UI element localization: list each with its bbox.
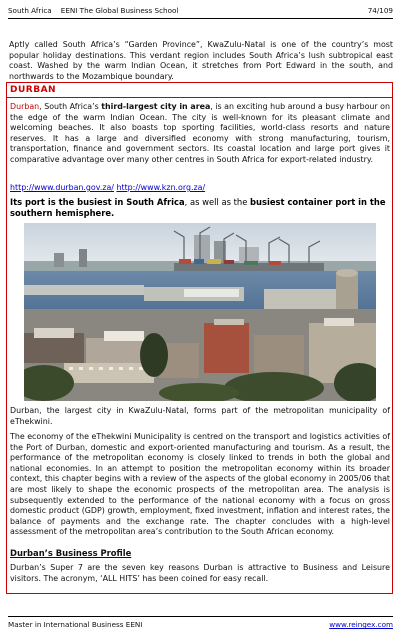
port-statement	[10, 197, 390, 219]
business-profile-heading: Durban’s Business Profile	[10, 548, 132, 558]
p1-text-a: , South Africa’s	[39, 102, 102, 111]
section-title: DURBAN	[10, 85, 57, 95]
p1-bold: third-largest city in area	[101, 102, 211, 111]
port-text-c: busiest container port in the southern hemisphere.	[10, 197, 386, 218]
footer-link[interactable]: www.reingex.com	[329, 620, 393, 629]
durban-gov-link[interactable]: http://www.durban.gov.za/	[10, 183, 114, 192]
durban-lead: Durban	[10, 102, 40, 111]
durban-harbour-photo	[24, 223, 376, 401]
photo-caption: Durban, the largest city in KwaZulu-Natal, forms part of the metropolitan municipality of eThekwini.	[10, 406, 390, 426]
title-divider	[7, 97, 392, 98]
footer-title: Master in International Business EENI	[8, 620, 143, 629]
kzn-link[interactable]: http://www.kzn.org.za/	[116, 183, 206, 192]
durban-paragraph-1	[10, 102, 390, 166]
durban-section	[6, 82, 393, 594]
port-text-a: Its port is the busiest in South Africa	[10, 197, 185, 207]
page-number: 74/109	[367, 6, 393, 15]
page-footer	[8, 616, 393, 633]
durban-paragraph-3: Durban’s Super 7 are the seven key reasons Durban is attractive to Business and Leisure visitors. The acronym, ‘ALL HITS’ has been coined for easy recall.	[10, 563, 390, 583]
intro-paragraph: Aptly called South Africa’s “Garden Province”, KwaZulu-Natal is one of the country’s most popular holiday destinations. This verdant region includes South Africa’s lush subtropical east coast. Washed by the warm Indian Ocean, it stretches from Port Edward in the south, and northwards to the Mozambique boundary.	[9, 40, 393, 81]
p1-text-b: , is an exciting hub around a busy harbour on the edge of the warm Indian Ocean. The city is well-known for its pleasant climate and welcoming beaches. It also boasts top sporting facilities, world-class resorts and nature reserves. It has a large and diversified economy with strong manufacturing, tourism, transportation, finance and government sectors. Its coastal location and large port gives it comparative advantage over many other centres in South Africa for export-related industry.	[10, 102, 390, 164]
page-header	[8, 4, 393, 19]
durban-paragraph-2: The economy of the eThekwini Municipality is centred on the transport and logistics activities of the Port of Durban, domestic and export-oriented manufacturing and tourism. As a result, the performance of the metropolitan economy is closely linked to trends in both the global and national economies. In an attempt to position the metropolitan economy within its broader context, this chapter begins with a review of the aspects of the global economy in 2005/06 that are most likely to shape the economic prospects of the metropolitan area. The analysis is subsequently extended to the performance of the national economy with a focus on gross domestic product (GDP) growth, employment, fixed investment, inflation and interest rates, the balance of payments and the exchange rate. The chapter concludes with a high-level assessment of the metropolitan area’s contribution to the South African economy.	[10, 432, 390, 537]
port-text-b: , as well as the	[184, 197, 251, 207]
header-title: South Africa EENI The Global Business School	[8, 6, 179, 15]
links-row	[10, 183, 205, 192]
